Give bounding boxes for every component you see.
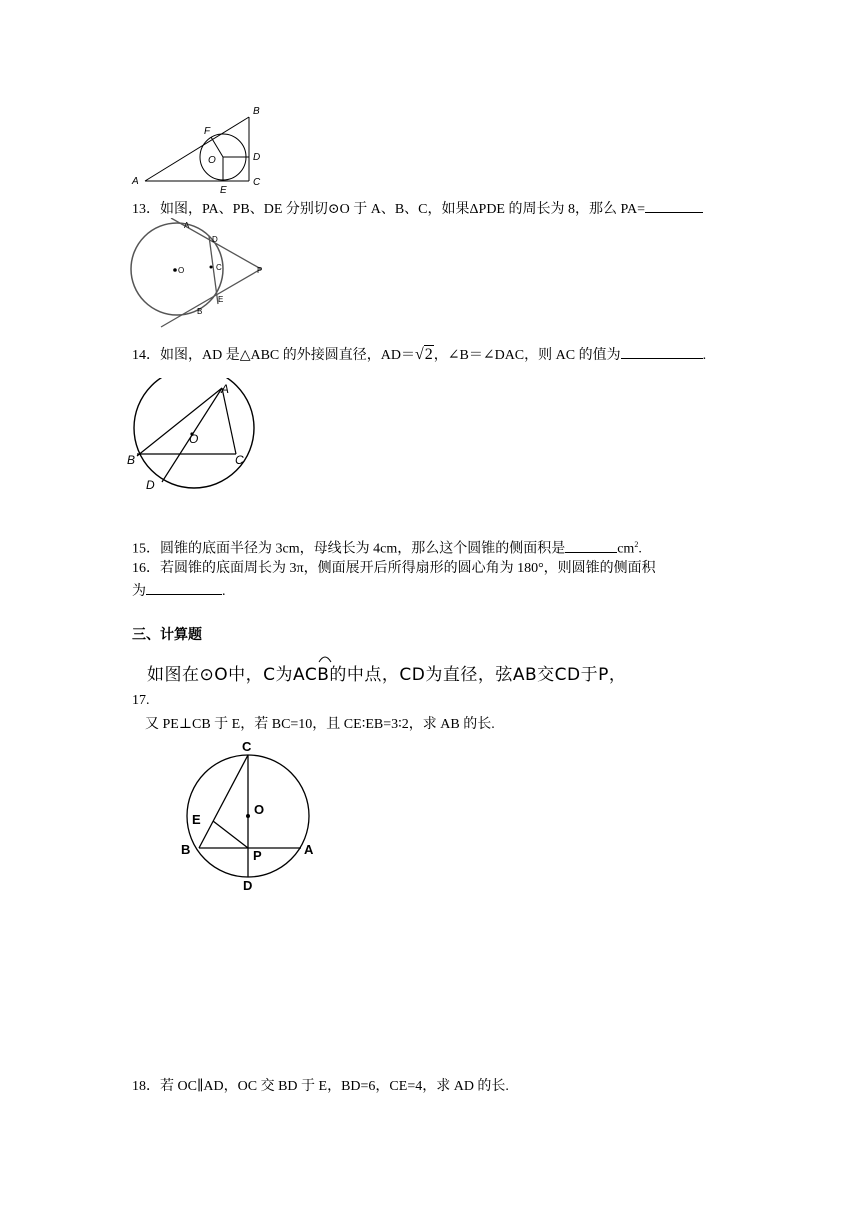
label-C: C (216, 263, 222, 272)
figure-q14-circumcircle (120, 378, 260, 496)
label-B: B (197, 307, 203, 316)
question-15-text: ．圆锥的底面半径为 3cm，母线长为 4cm，那么这个圆锥的侧面积是 (146, 541, 566, 557)
question-16-text-line-2: 为 (132, 584, 146, 599)
question-18-text: ．若 OC∥AD，OC 交 BD 于 E，BD=6，CE=4，求 AD 的长. (146, 1079, 509, 1094)
sqrt-symbol: √2 (415, 346, 433, 363)
label-F: F (204, 126, 211, 137)
question-17-number-line (132, 692, 150, 710)
question-16-line-2 (132, 583, 226, 601)
label-O: O (208, 155, 216, 166)
label-E: E (220, 185, 227, 195)
label-D: D (146, 478, 155, 492)
label-B: B (253, 106, 260, 117)
label-A: A (221, 382, 230, 396)
label-B: B (127, 453, 136, 467)
answer-blank-15[interactable] (565, 552, 617, 553)
label-A: A (132, 176, 139, 187)
sqrt-radicand: 2 (424, 346, 433, 363)
question-14-text-after: ，∠B＝∠DAC，则 AC 的值为 (433, 348, 621, 363)
question-17-number: 17 (132, 693, 146, 708)
label-D: D (253, 152, 261, 163)
label-C: C (235, 453, 244, 467)
unit-superscript: 2 (634, 540, 639, 549)
answer-blank-13[interactable] (645, 212, 703, 213)
section-heading: 三、计算题 (132, 627, 202, 643)
label-D: D (212, 235, 218, 244)
question-15 (132, 536, 642, 559)
figure-q17-circle (176, 736, 321, 896)
label-E: E (218, 295, 224, 304)
question-13-text: ．如图，PA、PB、DE 分别切⊙O 于 A、B、C，如果ΔPDE 的周长为 8，那么 PA= (146, 202, 645, 217)
label-O: O (254, 802, 265, 817)
label-C: C (242, 739, 252, 754)
question-17-line-2: 又 PE⊥CB 于 E，若 BC=10，且 CE∶EB=3∶2，求 AB 的长. (145, 717, 495, 732)
question-14-number: 14 (132, 348, 146, 363)
label-C: C (253, 177, 261, 188)
label-B: B (181, 842, 191, 857)
question-14-text-before: ．如图，AD 是△ABC 的外接圆直径，AD＝ (146, 348, 415, 363)
label-O: O (178, 266, 185, 275)
label-P: P (257, 266, 263, 275)
unit-cm: cm (617, 541, 635, 557)
answer-blank-14[interactable] (621, 358, 703, 359)
label-D: D (243, 878, 253, 893)
label-E: E (192, 812, 201, 827)
question-16-line-1 (132, 560, 656, 578)
question-18 (132, 1078, 509, 1096)
question-17-scanned-text: 如图在⊙O中，C为ACB的中点，CD为直径，弦AB交CD于P， (147, 665, 627, 685)
question-17-dot: . (146, 693, 150, 708)
question-15-number: 15 (132, 541, 146, 557)
question-16-number: 16 (132, 561, 146, 576)
question-13-number: 13 (132, 202, 146, 217)
label-P: P (253, 848, 262, 863)
label-A: A (184, 221, 190, 230)
arc-symbol (318, 654, 332, 663)
figure-q12-incircle-triangle (125, 100, 270, 195)
question-15-end: . (638, 541, 642, 557)
label-A: A (304, 842, 314, 857)
figure-q13-tangent-circle (125, 218, 275, 330)
question-18-number: 18 (132, 1079, 146, 1094)
answer-blank-16[interactable] (146, 594, 222, 595)
question-16-text: ．若圆锥的底面周长为 3π，侧面展开后所得扇形的圆心角为 180°，则圆锥的侧面积 (146, 561, 656, 576)
question-14 (132, 346, 706, 365)
question-14-end: . (702, 348, 707, 363)
label-O: O (189, 432, 199, 446)
question-13 (132, 201, 703, 219)
question-16-end: . (222, 584, 226, 599)
